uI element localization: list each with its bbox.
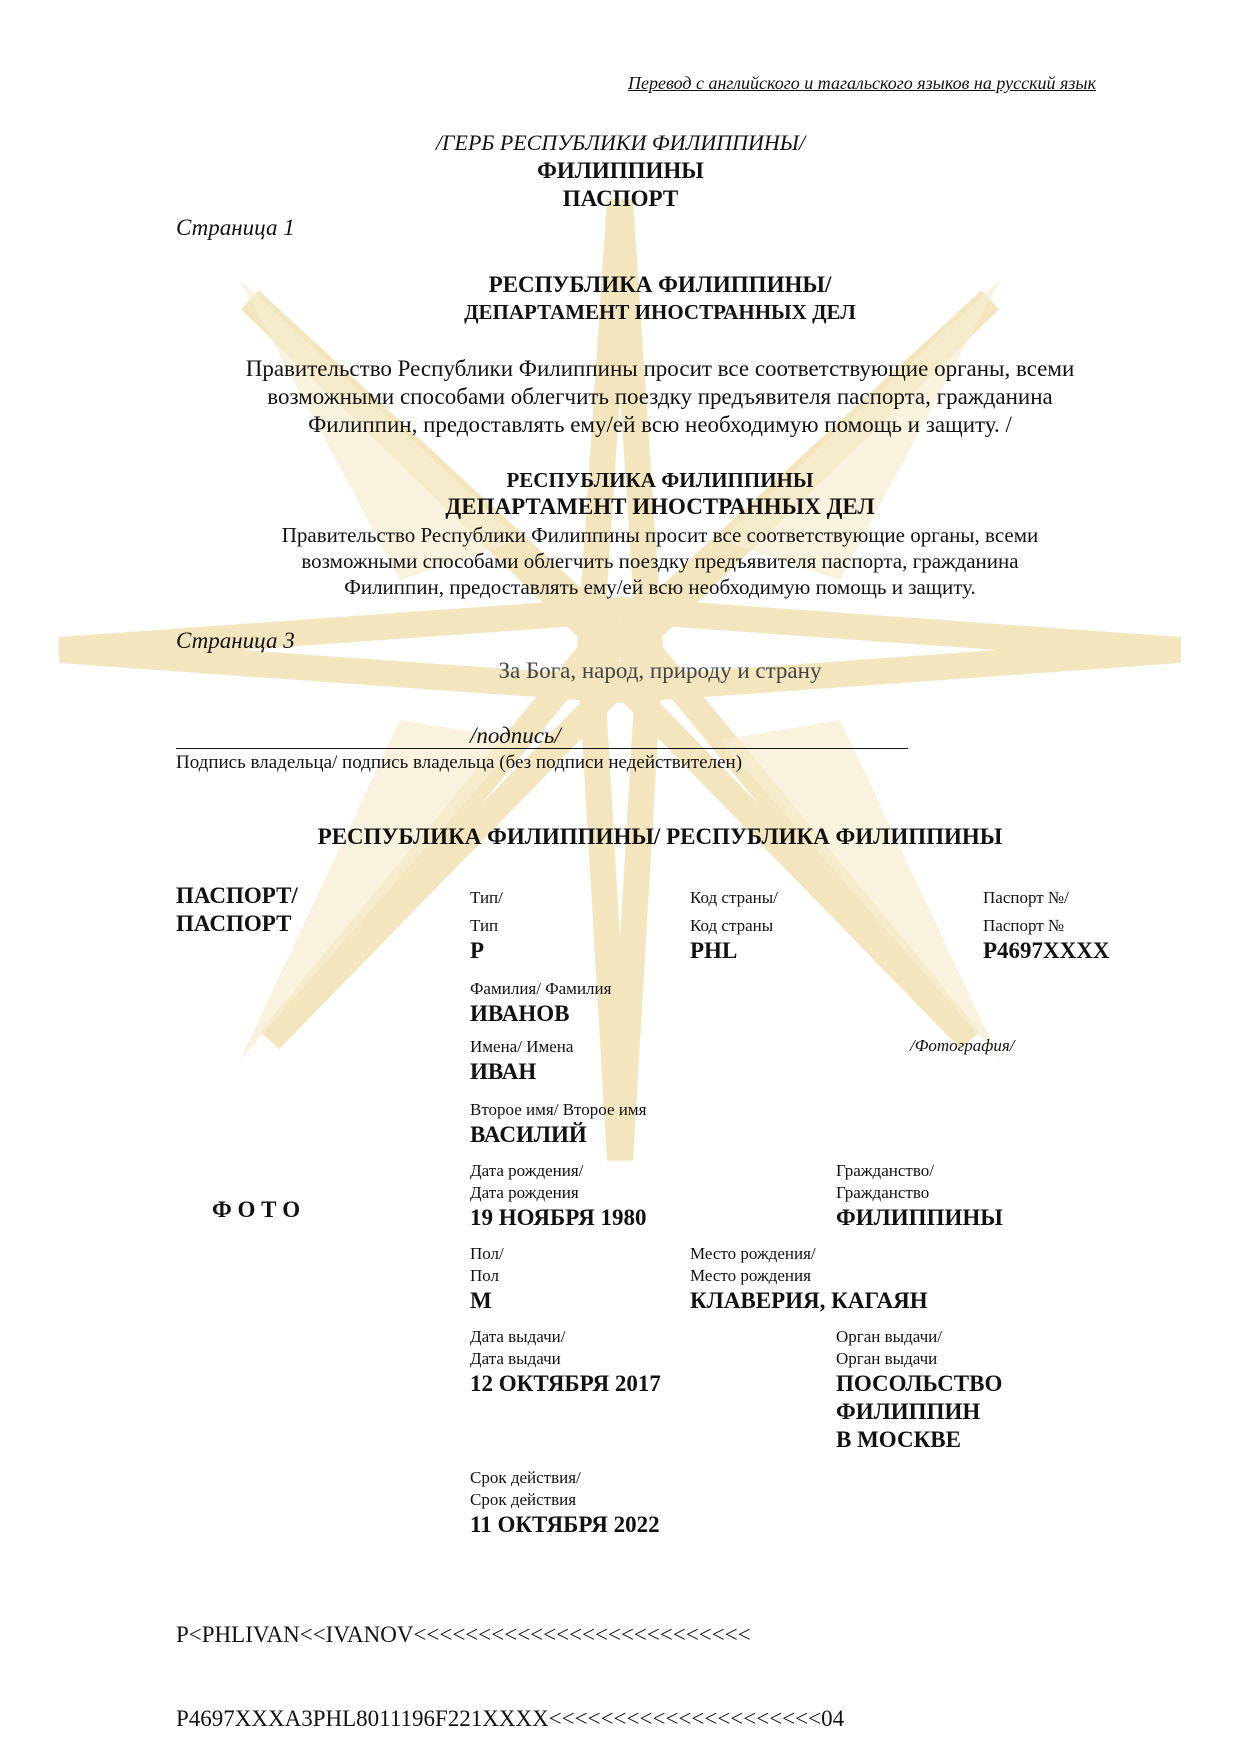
field-issue-date <box>470 1326 661 1398</box>
mrz-line: P4697XXXA3PHL8011196F221XXXX<<<<<<<<<<<<<<<<<<<<<04 <box>176 1706 845 1731</box>
field-label: Срок действия <box>470 1490 577 1509</box>
request-line: Правительство Республики Филиппины просит все соответствующие органы, всеми <box>245 356 1075 381</box>
field-value: ИВАНОВ <box>470 1001 570 1026</box>
photo-note: /Фотография/ <box>910 1036 1015 1055</box>
signature-line <box>176 748 908 749</box>
request-line: возможными способами облегчить поездку предъявителя паспорта, гражданина <box>301 549 1019 573</box>
field-surname <box>470 978 611 1028</box>
department-heading-2: ДЕПАРТАМЕНТ ИНОСТРАННЫХ ДЕЛ <box>445 494 875 519</box>
field-label: Паспорт № <box>983 916 1065 935</box>
field-value: 11 ОКТЯБРЯ 2022 <box>470 1512 660 1537</box>
field-value: ВАСИЛИЙ <box>470 1122 587 1147</box>
field-value: В МОСКВЕ <box>836 1427 961 1452</box>
field-label: Орган выдачи/ <box>836 1327 942 1346</box>
republic-heading-2: РЕСПУБЛИКА ФИЛИППИНЫ <box>506 468 814 492</box>
field-value: ПОСОЛЬСТВО <box>836 1371 1003 1396</box>
field-label: Паспорт №/ <box>983 888 1069 907</box>
field-label: Гражданство/ <box>836 1161 934 1180</box>
field-label: Срок действия/ <box>470 1468 581 1487</box>
field-value: КЛАВЕРИЯ, КАГАЯН <box>690 1288 928 1313</box>
request-line: Филиппин, предоставлять ему/ей всю необходимую помощь и защиту. <box>344 575 976 599</box>
request-line: Филиппин, предоставлять ему/ей всю необходимую помощь и защиту. / <box>308 412 1012 437</box>
signature-caption: Подпись владельца/ подпись владельца (без подписи недействителен) <box>176 752 743 773</box>
doc-type-title: ПАСПОРТ <box>562 186 679 211</box>
request-line: возможными способами облегчить поездку предъявителя паспорта, гражданина <box>267 384 1053 409</box>
passport-label-line: ПАСПОРТ/ <box>176 883 298 908</box>
department-heading: ДЕПАРТАМЕНТ ИНОСТРАННЫХ ДЕЛ <box>464 300 856 324</box>
field-label: Фамилия/ Фамилия <box>470 979 612 998</box>
field-label: Место рождения <box>690 1266 811 1285</box>
page-3-label: Страница 3 <box>176 628 295 653</box>
field-nationality <box>836 1160 1003 1232</box>
mrz-block <box>176 1565 844 1761</box>
field-birth-date <box>470 1160 646 1232</box>
field-value: 19 НОЯБРЯ 1980 <box>470 1205 647 1230</box>
field-birth-place <box>690 1243 928 1315</box>
field-label: Гражданство <box>836 1183 930 1202</box>
field-label: Тип <box>470 916 499 935</box>
field-value: ИВАН <box>470 1059 537 1084</box>
country-title: ФИЛИППИНЫ <box>537 158 704 183</box>
field-type <box>470 887 503 965</box>
request-paragraph-2 <box>220 522 1100 600</box>
field-label: Орган выдачи <box>836 1349 938 1368</box>
field-label: Имена/ Имена <box>470 1037 574 1056</box>
field-label: Дата выдачи/ <box>470 1327 566 1346</box>
field-label: Дата рождения/ <box>470 1161 584 1180</box>
field-middle-name <box>470 1099 646 1149</box>
translation-note: Перевод с английского и тагальского языков на русский язык <box>628 73 1096 93</box>
field-given-names <box>470 1036 573 1086</box>
field-value: M <box>470 1288 492 1313</box>
coat-of-arms-note: /ГЕРБ РЕСПУБЛИКИ ФИЛИППИНЫ/ <box>435 130 806 155</box>
mrz-line: P<PHLIVAN<<IVANOV<<<<<<<<<<<<<<<<<<<<<<<<<< <box>176 1622 751 1647</box>
request-paragraph <box>180 355 1140 439</box>
field-authority <box>836 1326 1002 1454</box>
motto: За Бога, народ, природу и страну <box>498 658 822 683</box>
field-label: Место рождения/ <box>690 1244 816 1263</box>
field-value: ФИЛИППИНЫ <box>836 1205 1003 1230</box>
field-label: Код страны/ <box>690 888 778 907</box>
field-value: PHL <box>690 938 738 963</box>
field-label: Пол/ <box>470 1244 504 1263</box>
data-page-heading: РЕСПУБЛИКА ФИЛИППИНЫ/ РЕСПУБЛИКА ФИЛИППИНЫ <box>317 824 1003 849</box>
field-label: Дата выдачи <box>470 1349 561 1368</box>
field-label: Второе имя/ Второе имя <box>470 1100 647 1119</box>
field-value: ФИЛИППИН <box>836 1399 981 1424</box>
signature-mark: /подпись/ <box>470 723 561 748</box>
field-sex <box>470 1243 504 1315</box>
passport-label <box>176 882 298 938</box>
field-country-code <box>690 887 778 965</box>
field-value: P <box>470 938 485 963</box>
page-1-label: Страница 1 <box>176 215 295 240</box>
request-line: Правительство Республики Филиппины просит все соответствующие органы, всеми <box>281 523 1039 547</box>
field-label: Код страны <box>690 916 774 935</box>
republic-heading: РЕСПУБЛИКА ФИЛИППИНЫ/ <box>488 272 832 297</box>
field-passport-number <box>983 887 1110 965</box>
field-expiry <box>470 1467 660 1539</box>
field-label: Пол <box>470 1266 500 1285</box>
field-label: Дата рождения <box>470 1183 579 1202</box>
passport-label-line: ПАСПОРТ <box>176 911 292 936</box>
field-label: Тип/ <box>470 888 503 907</box>
photo-placeholder: Ф О Т О <box>212 1197 301 1222</box>
field-value: P4697XXXX <box>983 938 1110 963</box>
field-value: 12 ОКТЯБРЯ 2017 <box>470 1371 661 1396</box>
